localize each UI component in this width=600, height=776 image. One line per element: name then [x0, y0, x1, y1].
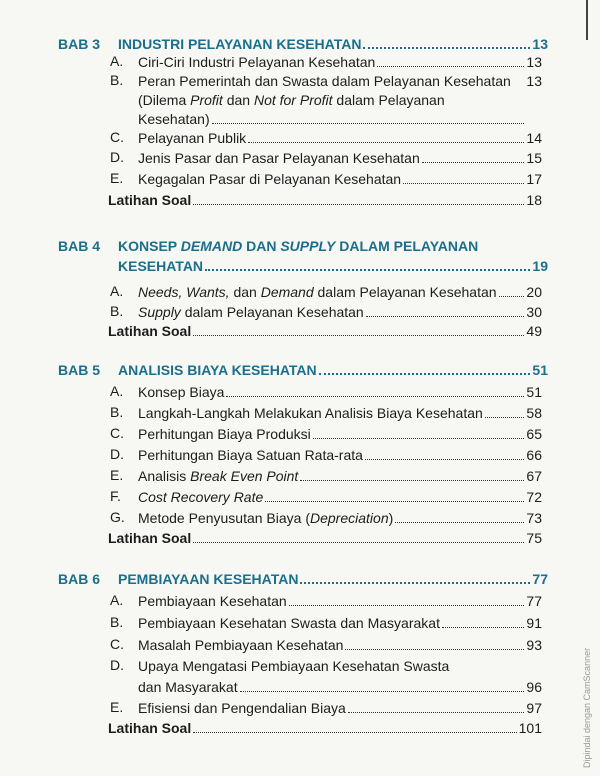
entry-letter: F. [110, 488, 121, 504]
entry-title: Pembiayaan Kesehatan Swasta dan Masyarakat [138, 615, 440, 631]
text-part: Metode Penyusutan Biaya ( [138, 510, 310, 526]
entry-row [138, 425, 542, 444]
entry-letter: C. [110, 129, 124, 145]
dot-leader [248, 142, 524, 143]
latihan-soal-row [108, 323, 542, 340]
entry-page: 20 [526, 284, 542, 300]
text-italic: Profit [190, 92, 223, 108]
chapter-page: 13 [532, 36, 548, 52]
entry-title: Efisiensi dan Pengendalian Biaya [138, 700, 346, 716]
dot-leader [240, 691, 525, 692]
entry-letter: A. [110, 592, 124, 608]
entry-page: 72 [526, 489, 542, 505]
text-italic: Depreciation [310, 510, 389, 526]
latihan-label: Latihan Soal [108, 720, 192, 736]
entry-title [138, 467, 298, 486]
chapter-title-line2: KESEHATAN [118, 258, 204, 274]
text-part: dan [222, 92, 254, 108]
chapter-title-row [118, 36, 548, 52]
entry-row [138, 488, 542, 507]
dot-leader [345, 649, 524, 650]
text-part: (Dilema [138, 92, 191, 108]
text-italic: Break Even Point [190, 468, 299, 484]
entry-page: 97 [526, 700, 542, 716]
text-part: dalam Pelayanan Kesehatan [180, 304, 364, 320]
entry-page: 13 [526, 54, 542, 70]
text-part: dalam Pelayanan Kesehatan [313, 284, 497, 300]
toc-entry [110, 657, 542, 697]
entry-letter: G. [110, 509, 125, 525]
entry-row [138, 170, 542, 189]
page-edge-line [586, 0, 588, 40]
text-italic: DEMAND [180, 238, 243, 254]
entry-letter: B. [110, 303, 124, 319]
chapter-page: 51 [532, 362, 548, 378]
entry-page: 91 [526, 615, 542, 631]
text-italic: Not for Profit [253, 92, 333, 108]
entry-title [138, 283, 497, 302]
entry-row [138, 53, 542, 72]
chapter-title: INDUSTRI PELAYANAN KESEHATAN [118, 36, 362, 52]
entry-page: 65 [526, 426, 542, 442]
entry-row [138, 636, 542, 655]
text-part: Analisis [138, 468, 191, 484]
dot-leader [403, 183, 524, 184]
dot-leader [193, 732, 516, 733]
chapter-number: BAB 6 [58, 571, 101, 587]
entry-title: Pelayanan Publik [138, 130, 247, 146]
text-italic: Needs, Wants, [138, 284, 230, 300]
entry-letter: A. [110, 383, 124, 399]
chapter-page: 19 [532, 258, 548, 274]
dot-leader [442, 627, 524, 628]
entry-row [138, 509, 542, 528]
entry-title: Pembiayaan Kesehatan [138, 593, 287, 609]
dot-leader [205, 269, 530, 271]
entry-row [138, 383, 542, 402]
latihan-page: 101 [518, 720, 542, 736]
entry-row [138, 283, 542, 302]
entry-row [138, 614, 542, 633]
entry-letter: C. [110, 425, 124, 441]
entry-page: 58 [526, 405, 542, 421]
entry-page: 73 [526, 510, 542, 526]
entry-title-line3: Kesehatan) [138, 111, 210, 127]
entry-title: Kegagalan Pasar di Pelayanan Kesehatan [138, 171, 402, 187]
chapter-title-block [118, 238, 548, 274]
latihan-soal-row [108, 720, 542, 737]
entry-letter: C. [110, 636, 124, 652]
text-part: DALAM PELAYANAN [335, 238, 479, 254]
dot-leader [212, 123, 525, 124]
chapter-title [118, 238, 548, 254]
latihan-soal-row [108, 192, 542, 209]
entry-page: 13 [526, 73, 542, 89]
entry-row [138, 129, 542, 148]
dot-leader [422, 162, 525, 163]
entry-letter: E. [110, 170, 124, 186]
entry-title-line2 [138, 91, 542, 110]
entry-letter: D. [110, 657, 124, 673]
entry-block [138, 657, 542, 697]
entry-title: Cost Recovery Rate [138, 489, 264, 505]
entry-page: 30 [526, 304, 542, 320]
entry-letter: A. [110, 53, 124, 69]
entry-row [138, 446, 542, 465]
entry-title: Peran Pemerintah dan Swasta dalam Pelayanan Kesehatan [138, 73, 511, 89]
dot-leader [289, 605, 525, 606]
scanner-watermark: Dipindai dengan CamScanner [582, 647, 592, 768]
entry-page: 14 [526, 130, 542, 146]
entry-row [138, 404, 542, 423]
entry-row [138, 678, 542, 697]
chapter-title-row [118, 258, 548, 274]
entry-block [138, 72, 542, 129]
entry-letter: B. [110, 614, 124, 630]
entry-letter: D. [110, 149, 124, 165]
chapter-number: BAB 3 [58, 36, 101, 52]
entry-row [138, 467, 542, 486]
latihan-label: Latihan Soal [108, 192, 192, 208]
dot-leader [300, 582, 530, 584]
entry-title: Jenis Pasar dan Pasar Pelayanan Kesehatan [138, 150, 420, 166]
entry-letter: B. [110, 72, 124, 88]
dot-leader [348, 712, 525, 713]
entry-title [138, 303, 364, 322]
text-part: dalam Pelayanan [332, 92, 445, 108]
entry-title: Langkah-Langkah Melakukan Analisis Biaya Kesehatan [138, 405, 483, 421]
chapter-heading-bab-4 [58, 238, 548, 278]
entry-page: 51 [526, 384, 542, 400]
dot-leader [226, 396, 524, 397]
entry-row [138, 699, 542, 718]
dot-leader [363, 47, 530, 49]
dot-leader [300, 480, 524, 481]
entry-title: Ciri-Ciri Industri Pelayanan Kesehatan [138, 54, 376, 70]
entry-title: Perhitungan Biaya Produksi [138, 426, 311, 442]
latihan-label: Latihan Soal [108, 530, 192, 546]
entry-title: Konsep Biaya [138, 384, 225, 400]
entry-letter: D. [110, 446, 124, 462]
chapter-title-row [118, 362, 548, 378]
chapter-title-row [118, 571, 548, 587]
entry-letter: A. [110, 283, 124, 299]
entry-letter: B. [110, 404, 124, 420]
latihan-soal-row [108, 530, 542, 547]
latihan-page: 75 [526, 530, 542, 546]
entry-row [138, 110, 542, 129]
entry-title [138, 509, 393, 528]
dot-leader [193, 204, 524, 205]
entry-page: 66 [526, 447, 542, 463]
dot-leader [485, 417, 525, 418]
latihan-label: Latihan Soal [108, 323, 192, 339]
dot-leader [377, 66, 524, 67]
chapter-page: 77 [532, 571, 548, 587]
dot-leader [319, 373, 531, 375]
dot-leader [313, 438, 525, 439]
toc-entry [110, 72, 542, 132]
dot-leader [365, 459, 524, 460]
dot-leader [395, 522, 524, 523]
text-part: DAN [242, 238, 281, 254]
entry-row [138, 303, 542, 322]
chapter-number: BAB 5 [58, 362, 101, 378]
chapter-number: BAB 4 [58, 238, 101, 254]
entry-row [138, 72, 542, 91]
chapter-title: PEMBIAYAAN KESEHATAN [118, 571, 299, 587]
entry-page: 67 [526, 468, 542, 484]
text-part: dan [229, 284, 261, 300]
entry-page: 93 [526, 637, 542, 653]
entry-title: Masalah Pembiayaan Kesehatan [138, 637, 344, 653]
dot-leader [193, 335, 524, 336]
entry-page: 17 [526, 171, 542, 187]
entry-page: 96 [526, 679, 542, 695]
entry-letter: E. [110, 467, 124, 483]
entry-title-line2: dan Masyarakat [138, 679, 238, 695]
text-italic: Demand [260, 284, 314, 300]
entry-row [138, 149, 542, 168]
chapter-title: ANALISIS BIAYA KESEHATAN [118, 362, 317, 378]
entry-title: Perhitungan Biaya Satuan Rata-rata [138, 447, 363, 463]
entry-row [138, 592, 542, 611]
entry-page: 77 [526, 593, 542, 609]
entry-page: 15 [526, 150, 542, 166]
text-italic: Supply [138, 304, 181, 320]
entry-title: Upaya Mengatasi Pembiayaan Kesehatan Swasta [138, 658, 450, 674]
dot-leader [499, 296, 525, 297]
dot-leader [193, 542, 524, 543]
dot-leader [265, 501, 524, 502]
dot-leader [366, 316, 525, 317]
text-italic: SUPPLY [280, 238, 336, 254]
latihan-page: 18 [526, 192, 542, 208]
entry-letter: E. [110, 699, 124, 715]
text-part: ) [388, 510, 394, 526]
text-part: KONSEP [118, 238, 181, 254]
latihan-page: 49 [526, 323, 542, 339]
